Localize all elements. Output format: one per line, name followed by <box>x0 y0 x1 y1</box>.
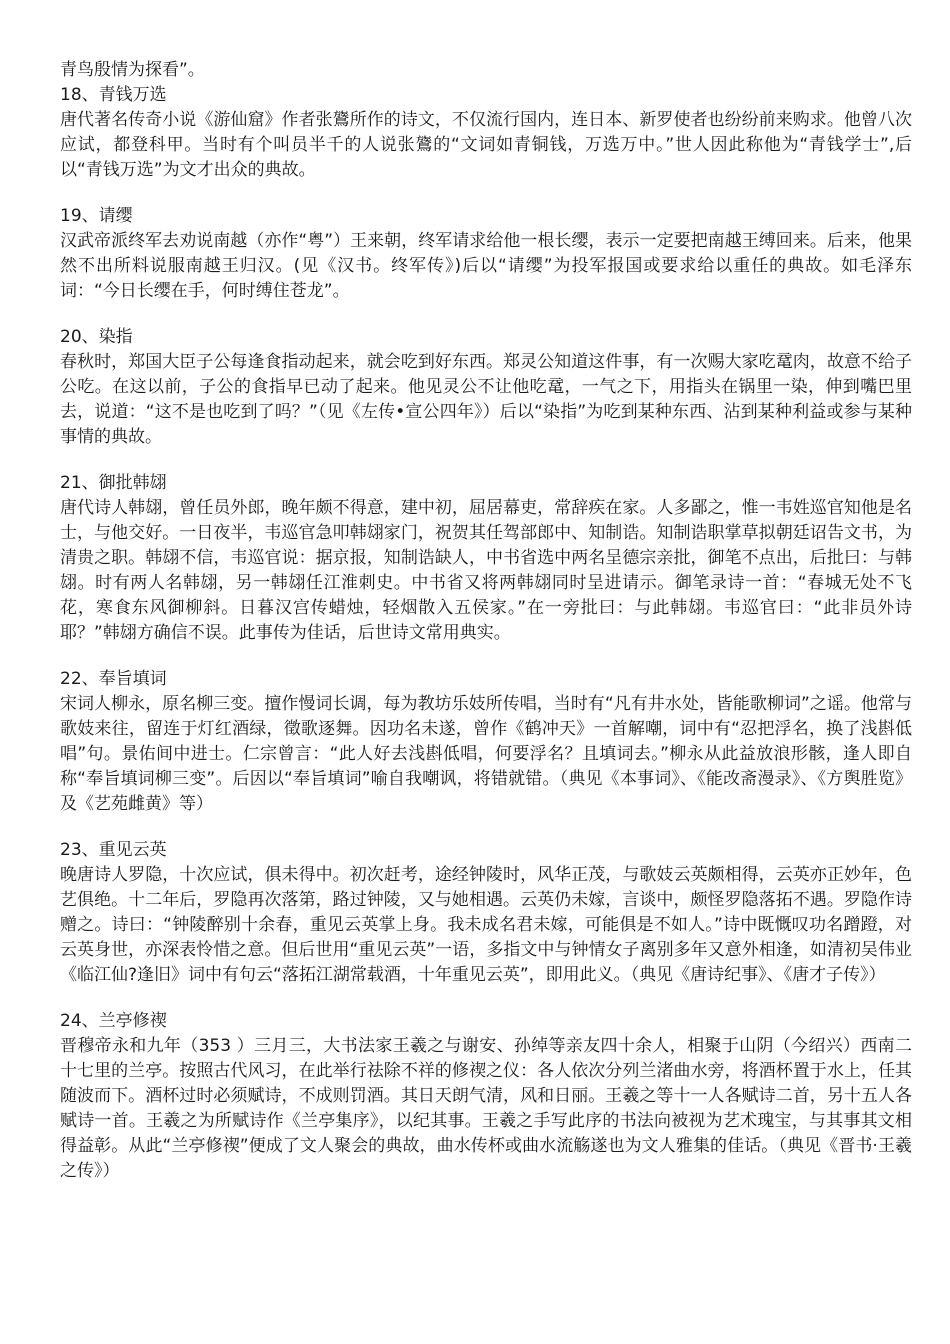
paragraph-spacer <box>60 183 912 204</box>
paragraph-spacer <box>60 450 912 471</box>
section-heading-18: 18、青钱万选 <box>60 85 167 105</box>
paragraph-spacer <box>60 646 912 667</box>
section-body-19: 汉武帝派终军去劝说南越（亦作“粤”）王来朝，终军请求给他一根长缨，表示一定要把南越王缚回来。后来，他果然不出所料说服南越王归汉。(见《汉书。终军传》)后以“请缨”为投军报国或要求给以重任的典故。如毛泽东词：“今日长缨在手，何时缚住苍龙”。 <box>60 231 912 301</box>
section-heading-24: 24、兰亭修禊 <box>60 1011 167 1031</box>
section-heading-22: 22、奉旨填词 <box>60 669 167 689</box>
paragraph-spacer <box>60 988 912 1009</box>
section-body-23: 晚唐诗人罗隐，十次应试，俱未得中。初次赶考，途经钟陵时，风华正茂，与歌妓云英颇相得，云英亦正妙年，色艺俱绝。十二年后，罗隐再次落第，路过钟陵，又与她相遇。云英仍未嫁，言谈中，颇怪罗隐落拓不遇。罗隐作诗赠之。诗曰：“钟陵醉别十余春，重见云英掌上身。我未成名君未嫁，可能俱是不如人。”诗中既慨叹功名蹭蹬，对云英身世，亦深表怜惜之意。但后世用“重见云英”一语，多指文中与钟情女子离别多年又意外相逢，如清初吴伟业《临江仙?逢旧》词中有句云“落拓江湖常载酒，十年重见云英”，即用此义。（典见《唐诗纪事》、《唐才子传》） <box>60 865 912 985</box>
intro-line: 青鸟殷情为探看”。 <box>60 60 205 80</box>
paragraph-spacer <box>60 304 912 325</box>
paragraph-spacer <box>60 817 912 838</box>
section-body-18: 唐代著名传奇小说《游仙窟》作者张鷟所作的诗文，不仅流行国内，连日本、新罗使者也纷纷前来购求。他曾八次应试，都登科甲。当时有个叫员半千的人说张鷟的“文词如青铜钱，万选万中。”世人因此称他为“青钱学士”,后以“青钱万选”为文才出众的典故。 <box>60 110 912 180</box>
section-heading-21: 21、御批韩翃 <box>60 473 167 493</box>
section-body-21: 唐代诗人韩翃，曾任员外郎，晚年颇不得意，建中初，屈居幕吏，常辞疾在家。人多鄙之，惟一韦姓巡官知他是名士，与他交好。一日夜半，韦巡官急叩韩翃家门，祝贺其任驾部郎中、知制诰。知制诰职掌草拟朝廷诏告文书，为清贵之职。韩翃不信，韦巡官说：据京报，知制诰缺人，中书省选中两名呈德宗亲批，御笔不点出，后批曰：与韩翃。时有两人名韩翃，另一韩翃任江淮刺史。中书省又将两韩翃同时呈进请示。御笔录诗一首：“春城无处不飞花，寒食东风御柳斜。日暮汉宫传蜡烛，轻烟散入五侯家。”在一旁批曰：与此韩翃。韦巡官曰：“此非员外诗耶？”韩翃方确信不误。此事传为佳话，后世诗文常用典实。 <box>60 498 912 643</box>
document-page <box>60 58 912 1184</box>
section-body-20: 春秋时，郑国大臣子公每逢食指动起来，就会吃到好东西。郑灵公知道这件事，有一次赐大家吃鼋肉，故意不给子公吃。在这以前，子公的食指早已动了起来。他见灵公不让他吃鼋，一气之下，用指头在锅里一染，伸到嘴巴里去，说道：“这不是也吃到了吗？”（见《左传•宣公四年》）后以“染指”为吃到某种东西、沾到某种利益或参与某种事情的典故。 <box>60 352 912 447</box>
section-body-24: 晋穆帝永和九年（353 ）三月三，大书法家王羲之与谢安、孙绰等亲友四十余人，相聚于山阴（今绍兴）西南二十七里的兰亭。按照古代风习，在此举行祛除不祥的修禊之仪：各人依次分列兰渚曲水旁，将酒杯置于水上，任其随波而下。酒杯过时必须赋诗，不成则罚酒。其日天朗气清，风和日丽。王羲之等十一人各赋诗二首，另十五人各赋诗一首。王羲之为所赋诗作《兰亭集序》，以纪其事。王羲之手写此序的书法向被视为艺术瑰宝，与其事其文相得益彰。从此“兰亭修禊”便成了文人聚会的典故，曲水传杯或曲水流觞遂也为文人雅集的佳话。（典见《晋书·王羲之传》） <box>60 1036 912 1181</box>
section-heading-19: 19、请缨 <box>60 206 133 226</box>
section-body-22: 宋词人柳永，原名柳三变。擅作慢词长调，每为教坊乐妓所传唱，当时有“凡有井水处，皆能歌柳词”之谣。他常与歌妓来往，留连于灯红酒绿，徵歌逐舞。因功名未遂，曾作《鹤冲天》一首解嘲，词中有“忍把浮名，换了浅斟低唱”句。景佑间中进士。仁宗曾言：“此人好去浅斟低唱，何要浮名？且填词去。”柳永从此益放浪形骸，逢人即自称“奉旨填词柳三变”。后因以“奉旨填词”喻自我嘲讽，将错就错。（典见《本事词》、《能改斋漫录》、《方舆胜览》及《艺苑雌黄》等） <box>60 694 912 814</box>
section-heading-23: 23、重见云英 <box>60 840 167 860</box>
section-heading-20: 20、染指 <box>60 327 133 347</box>
